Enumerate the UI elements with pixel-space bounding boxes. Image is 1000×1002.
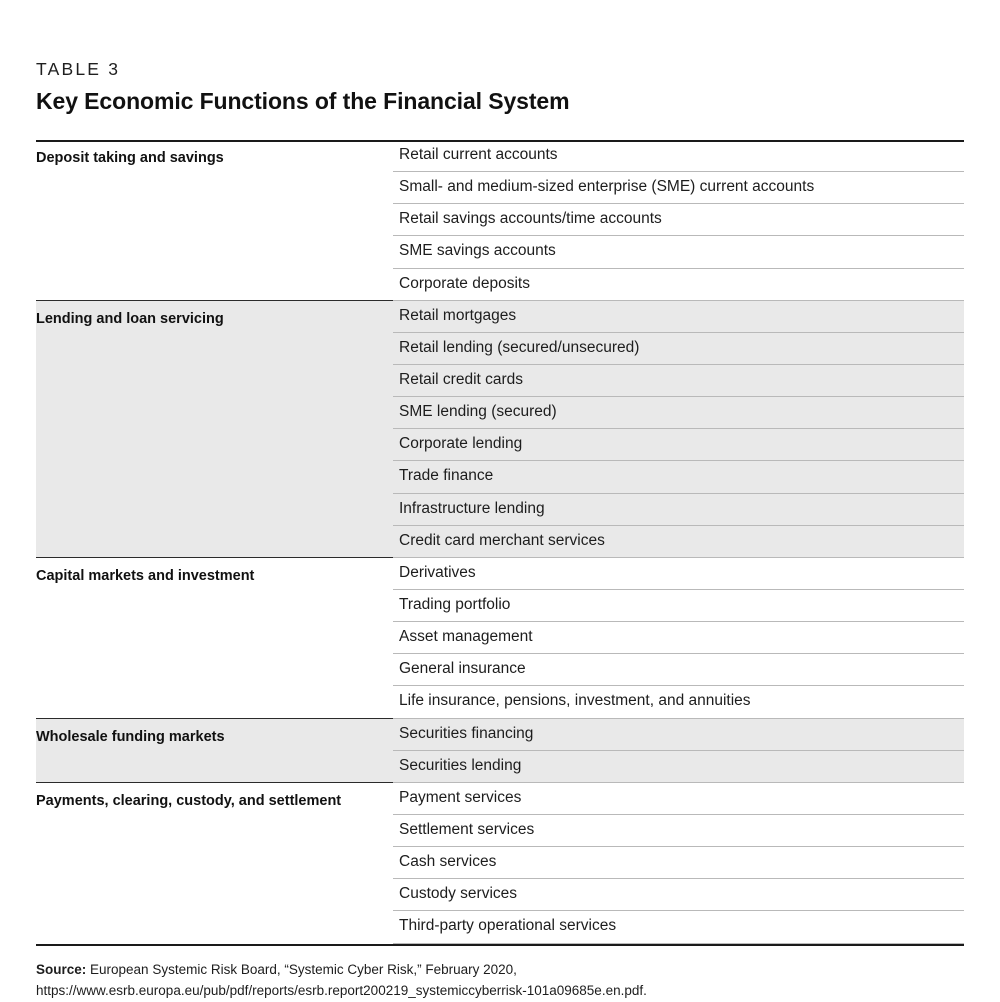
function-item: SME lending (secured) <box>393 397 964 429</box>
source-text: European Systemic Risk Board, “Systemic Cyber Risk,” February 2020, https://www.esrb.europa.eu/pub/pdf/reports/esrb.report200219_systemiccyberrisk-101a09685e.en.pdf. <box>36 962 647 998</box>
function-group-label: Lending and loan servicing <box>36 300 393 557</box>
function-item: Trade finance <box>393 461 964 493</box>
function-item: Settlement services <box>393 814 964 846</box>
function-item: Credit card merchant services <box>393 525 964 557</box>
table-bottom-rule <box>36 944 964 946</box>
table-row <box>36 300 964 332</box>
function-item: Third-party operational services <box>393 911 964 943</box>
function-item: SME savings accounts <box>393 236 964 268</box>
table-container <box>36 140 964 944</box>
function-item: Corporate deposits <box>393 268 964 300</box>
function-item: Derivatives <box>393 557 964 589</box>
function-item: Small- and medium-sized enterprise (SME) current accounts <box>393 172 964 204</box>
source-label: Source: <box>36 962 87 977</box>
function-item: Securities financing <box>393 718 964 750</box>
page-title: Key Economic Functions of the Financial System <box>36 88 570 114</box>
table-row <box>36 718 964 750</box>
function-item: Custody services <box>393 879 964 911</box>
function-group-label: Deposit taking and savings <box>36 150 224 166</box>
function-item: Retail credit cards <box>393 364 964 396</box>
function-item: Retail mortgages <box>393 300 964 332</box>
function-item: Retail lending (secured/unsecured) <box>393 332 964 364</box>
table-row <box>36 140 964 172</box>
function-item: Securities lending <box>393 750 964 782</box>
function-group-label: Wholesale funding markets <box>36 718 393 782</box>
function-item: Life insurance, pensions, investment, and annuities <box>393 686 964 718</box>
function-item: Cash services <box>393 847 964 879</box>
table-row <box>36 557 964 589</box>
function-item: Retail savings accounts/time accounts <box>393 204 964 236</box>
function-item: Infrastructure lending <box>393 493 964 525</box>
table-row <box>36 782 964 814</box>
key-economic-functions-table <box>36 140 964 944</box>
function-group-label: Capital markets and investment <box>36 557 393 718</box>
function-item: Trading portfolio <box>393 589 964 621</box>
function-group-label: Payments, clearing, custody, and settlement <box>36 782 393 943</box>
function-item: Retail current accounts <box>393 140 964 172</box>
function-item: Corporate lending <box>393 429 964 461</box>
function-item: Asset management <box>393 622 964 654</box>
table-body <box>36 140 964 943</box>
function-item: Payment services <box>393 782 964 814</box>
table-label: TABLE 3 <box>36 59 121 79</box>
source-note <box>36 960 916 1002</box>
function-item: General insurance <box>393 654 964 686</box>
